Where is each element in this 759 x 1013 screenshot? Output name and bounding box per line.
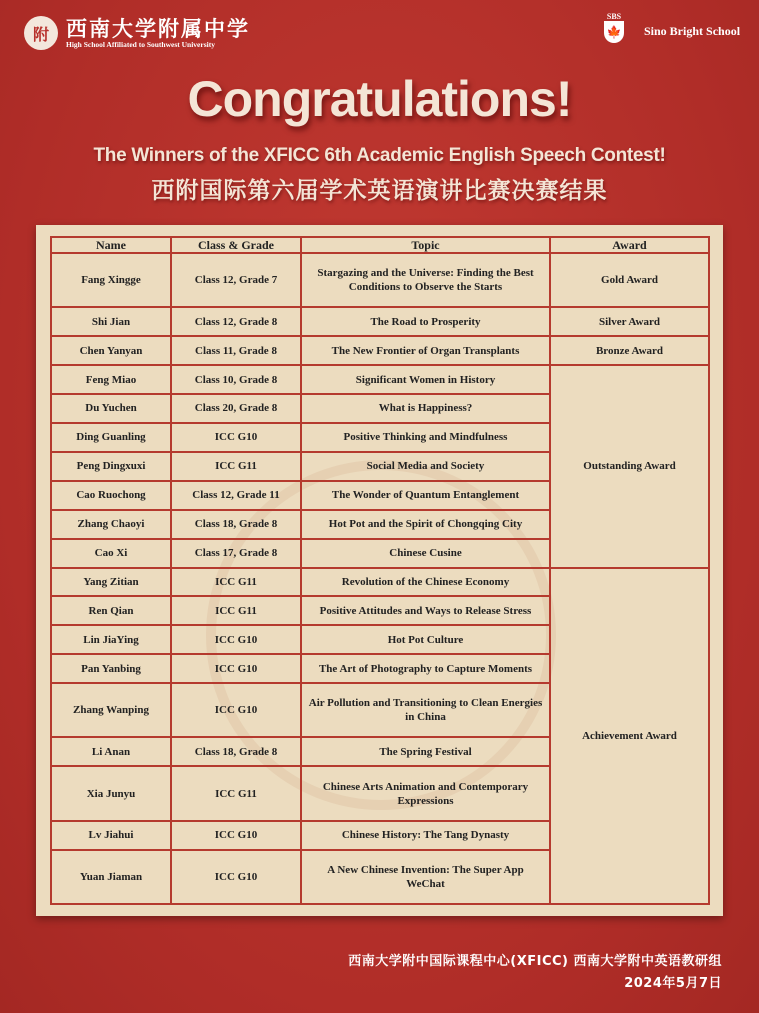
cell-name: Cao Xi (51, 539, 171, 568)
cell-topic: Stargazing and the Universe: Finding the Best Conditions to Observe the Starts (301, 253, 550, 307)
cell-topic: Positive Attitudes and Ways to Release Stress (301, 596, 550, 625)
cell-class: ICC G10 (171, 850, 301, 904)
cell-class: Class 18, Grade 8 (171, 737, 301, 766)
cell-name: Zhang Chaoyi (51, 510, 171, 539)
cell-name: Cao Ruochong (51, 481, 171, 510)
cell-class: ICC G11 (171, 766, 301, 820)
cell-name: Yuan Jiaman (51, 850, 171, 904)
cell-class: ICC G11 (171, 596, 301, 625)
page-title: Congratulations! (187, 71, 572, 127)
school-logo (24, 16, 250, 50)
cell-class: Class 12, Grade 8 (171, 307, 301, 336)
cell-topic: Positive Thinking and Mindfulness (301, 423, 550, 452)
cell-class: ICC G10 (171, 654, 301, 683)
cell-class: Class 12, Grade 7 (171, 253, 301, 307)
cell-topic: The Wonder of Quantum Entanglement (301, 481, 550, 510)
cell-name: Ren Qian (51, 596, 171, 625)
cell-topic: Chinese Cusine (301, 539, 550, 568)
cell-name: Shi Jian (51, 307, 171, 336)
column-header-class-grade: Class & Grade (171, 237, 301, 253)
results-card (36, 225, 723, 916)
cell-class: Class 20, Grade 8 (171, 394, 301, 423)
partner-name: Sino Bright School (644, 23, 741, 38)
school-name-en: High School Affiliated to Southwest University (66, 39, 215, 49)
cell-class: ICC G11 (171, 568, 301, 597)
cell-name: Fang Xingge (51, 253, 171, 307)
cell-class: Class 10, Grade 8 (171, 365, 301, 394)
cell-topic: Social Media and Society (301, 452, 550, 481)
table-row (51, 253, 709, 307)
cell-topic: Air Pollution and Transitioning to Clean Energies in China (301, 683, 550, 737)
column-header-name: Name (51, 237, 171, 253)
cell-name: Du Yuchen (51, 394, 171, 423)
table-row (51, 336, 709, 365)
maple-crest-icon: SBS 🍁 (590, 12, 638, 50)
cell-name: Xia Junyu (51, 766, 171, 820)
table-row (51, 307, 709, 336)
cell-topic: Chinese History: The Tang Dynasty (301, 821, 550, 850)
cell-topic: Hot Pot Culture (301, 625, 550, 654)
cell-class: Class 18, Grade 8 (171, 510, 301, 539)
table-row (51, 568, 709, 597)
cell-topic: The Road to Prosperity (301, 307, 550, 336)
footer-organizers: 西南大学附中国际课程中心(XFICC) 西南大学附中英语教研组 (348, 954, 722, 969)
cell-topic: A New Chinese Invention: The Super App WeChat (301, 850, 550, 904)
cell-topic: Chinese Arts Animation and Contemporary Expressions (301, 766, 550, 820)
cell-name: Lv Jiahui (51, 821, 171, 850)
subtitle: The Winners of the XFICC 6th Academic English Speech Contest! (93, 145, 666, 166)
cell-topic: Significant Women in History (301, 365, 550, 394)
cell-topic: Revolution of the Chinese Economy (301, 568, 550, 597)
results-table (50, 236, 710, 905)
footer-date: 2024年5月7日 (624, 976, 722, 991)
school-seal-icon: 附 (24, 16, 58, 50)
table-row (51, 365, 709, 394)
cell-award: Gold Award (550, 253, 709, 307)
cell-class: ICC G10 (171, 821, 301, 850)
cell-class: ICC G10 (171, 683, 301, 737)
cell-topic: What is Happiness? (301, 394, 550, 423)
cell-topic: The Spring Festival (301, 737, 550, 766)
table-header-row (51, 237, 709, 253)
cell-award: Silver Award (550, 307, 709, 336)
cell-topic: The Art of Photography to Capture Moments (301, 654, 550, 683)
cell-award: Bronze Award (550, 336, 709, 365)
cell-name: Yang Zitian (51, 568, 171, 597)
cell-name: Feng Miao (51, 365, 171, 394)
cell-award: Outstanding Award (550, 365, 709, 567)
cell-name: Ding Guanling (51, 423, 171, 452)
partner-logo (590, 12, 740, 50)
partner-abbr: SBS (606, 12, 622, 21)
cell-class: ICC G11 (171, 452, 301, 481)
cell-name: Pan Yanbing (51, 654, 171, 683)
school-name-cn: 西南大学附属中学 (66, 15, 250, 41)
cell-topic: Hot Pot and the Spirit of Chongqing City (301, 510, 550, 539)
cell-name: Chen Yanyan (51, 336, 171, 365)
column-header-award: Award (550, 237, 709, 253)
cell-name: Zhang Wanping (51, 683, 171, 737)
cell-class: Class 12, Grade 11 (171, 481, 301, 510)
cell-class: ICC G10 (171, 423, 301, 452)
cell-award: Achievement Award (550, 568, 709, 904)
cell-topic: The New Frontier of Organ Transplants (301, 336, 550, 365)
column-header-topic: Topic (301, 237, 550, 253)
cell-name: Peng Dingxuxi (51, 452, 171, 481)
cell-name: Lin JiaYing (51, 625, 171, 654)
cell-name: Li Anan (51, 737, 171, 766)
cell-class: ICC G10 (171, 625, 301, 654)
subtitle-cn: 西附国际第六届学术英语演讲比赛决赛结果 (151, 178, 608, 204)
cell-class: Class 11, Grade 8 (171, 336, 301, 365)
cell-class: Class 17, Grade 8 (171, 539, 301, 568)
